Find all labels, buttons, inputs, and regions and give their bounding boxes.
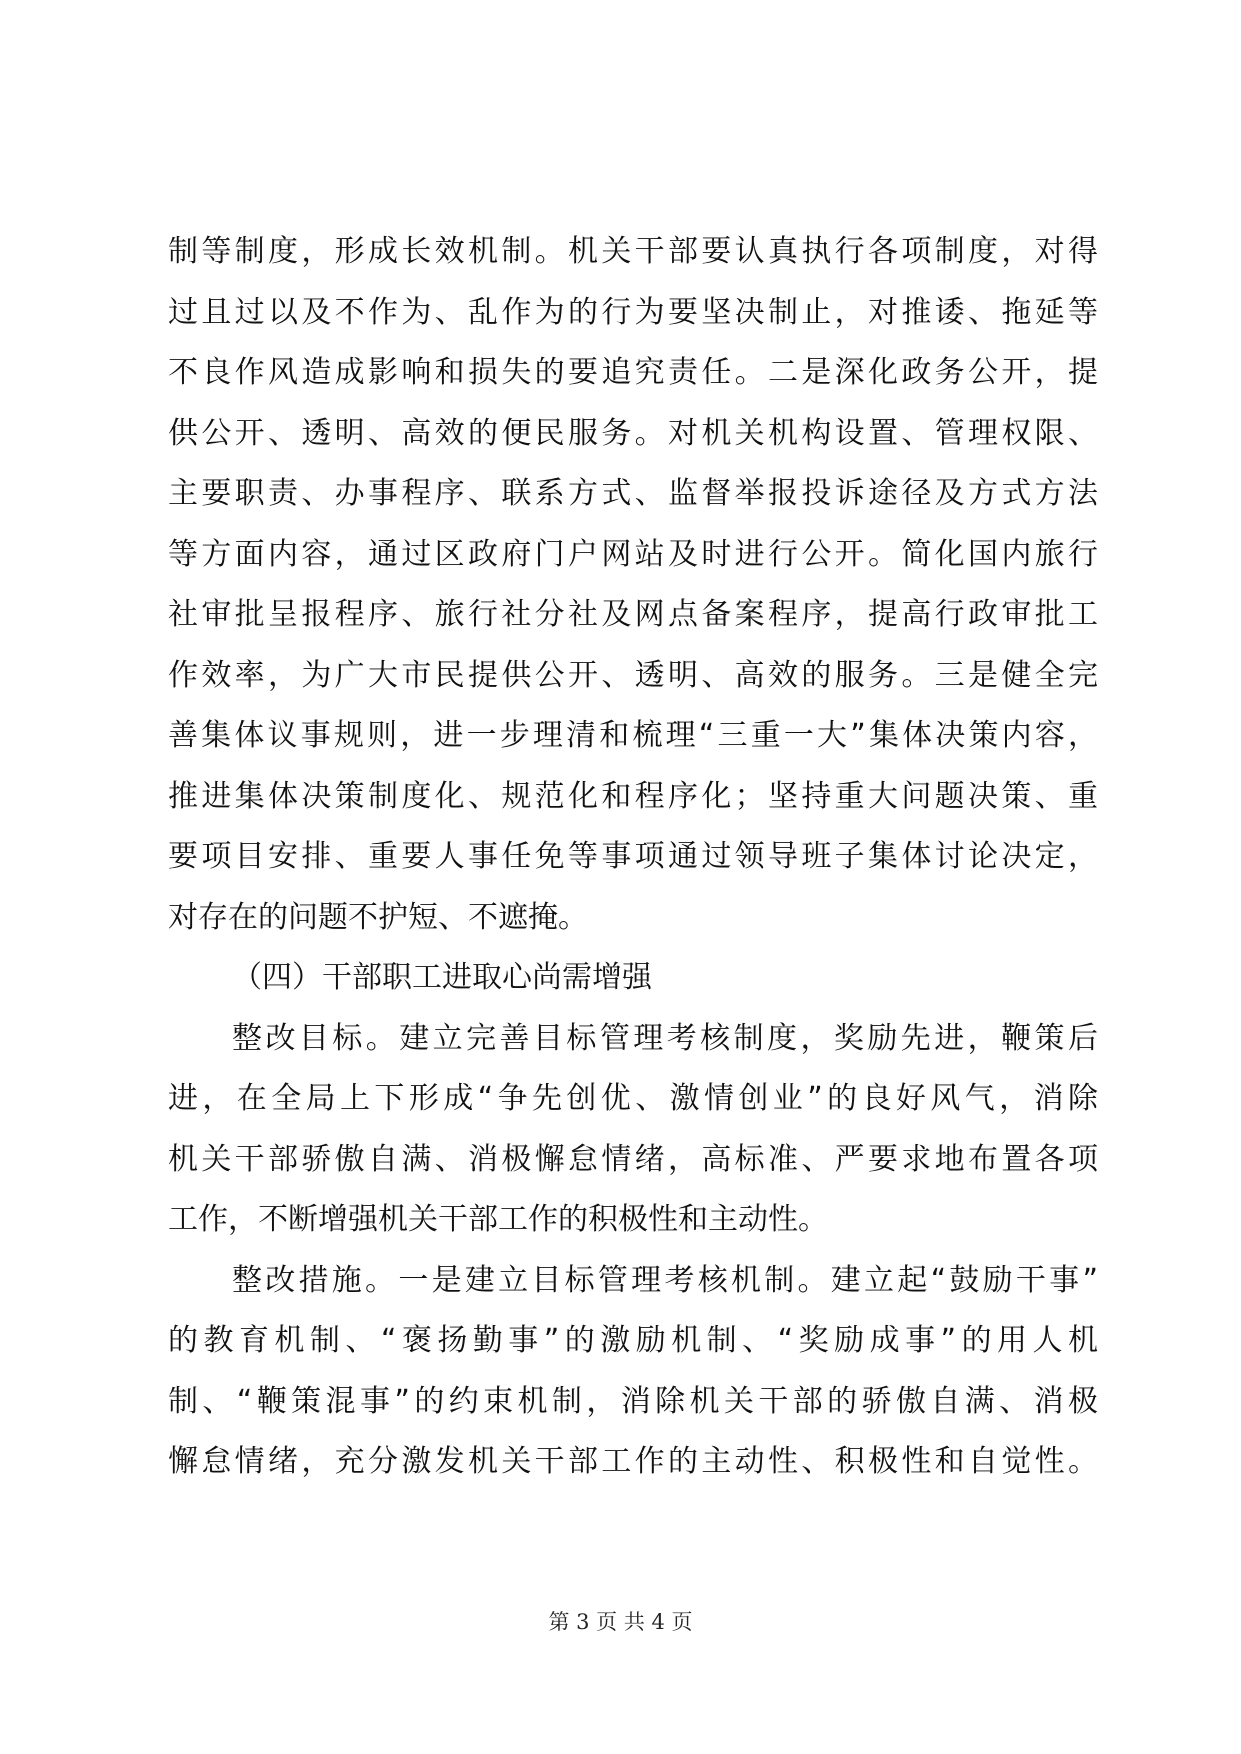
text-line: 制等制度，形成长效机制。机关干部要认真执行各项制度，对得 [168, 234, 1098, 269]
paragraph-first-line: 整改目标。建立完善目标管理考核制度，奖励先进，鞭策后 [232, 1020, 1098, 1056]
text-line: 懈怠情绪，充分激发机关干部工作的主动性、积极性和自觉性。 [168, 1444, 1098, 1479]
text-line: 作效率，为广大市民提供公开、透明、高效的服务。三是健全完 [168, 657, 1098, 693]
page-indicator: 第 3 页 共 4 页 [548, 1610, 693, 1634]
text-line: 社审批呈报程序、旅行社分社及网点备案程序，提高行政审批工 [168, 597, 1098, 632]
text-line: 善集体议事规则，进一步理清和梳理“三重一大”集体决策内容， [168, 718, 1098, 753]
text-line: 工作，不断增强机关干部工作的积极性和主动性。 [168, 1202, 828, 1237]
text-line: 过且过以及不作为、乱作为的行为要坚决制止，对推诿、拖延等 [168, 294, 1098, 330]
paragraph-first-line: 整改措施。一是建立目标管理考核机制。建立起“鼓励干事” [232, 1262, 1098, 1298]
text-line: 机关干部骄傲自满、消极懈怠情绪，高标准、严要求地布置各项 [168, 1141, 1098, 1177]
section-heading: （四）干部职工进取心尚需增强 [232, 960, 652, 995]
text-line: 等方面内容，通过区政府门户网站及时进行公开。简化国内旅行 [168, 536, 1098, 572]
text-line: 对存在的问题不护短、不遮掩。 [168, 899, 588, 935]
text-line: 供公开、透明、高效的便民服务。对机关机构设置、管理权限、 [168, 415, 1098, 451]
body-text [168, 222, 1098, 1493]
text-line: 主要职责、办事程序、联系方式、监督举报投诉途径及方式方法 [168, 476, 1098, 511]
text-line: 的教育机制、“褒扬勤事”的激励机制、“奖励成事”的用人机 [168, 1323, 1098, 1358]
text-line: 进，在全局上下形成“争先创优、激情创业”的良好风气，消除 [168, 1081, 1098, 1116]
text-line: 要项目安排、重要人事任免等事项通过领导班子集体讨论决定， [168, 839, 1098, 874]
text-line: 推进集体决策制度化、规范化和程序化；坚持重大问题决策、重 [168, 778, 1098, 814]
page-footer [0, 1607, 1241, 1637]
text-line: 制、“鞭策混事”的约束机制，消除机关干部的骄傲自满、消极 [168, 1383, 1098, 1419]
text-line: 不良作风造成影响和损失的要追究责任。二是深化政务公开，提 [168, 355, 1098, 390]
